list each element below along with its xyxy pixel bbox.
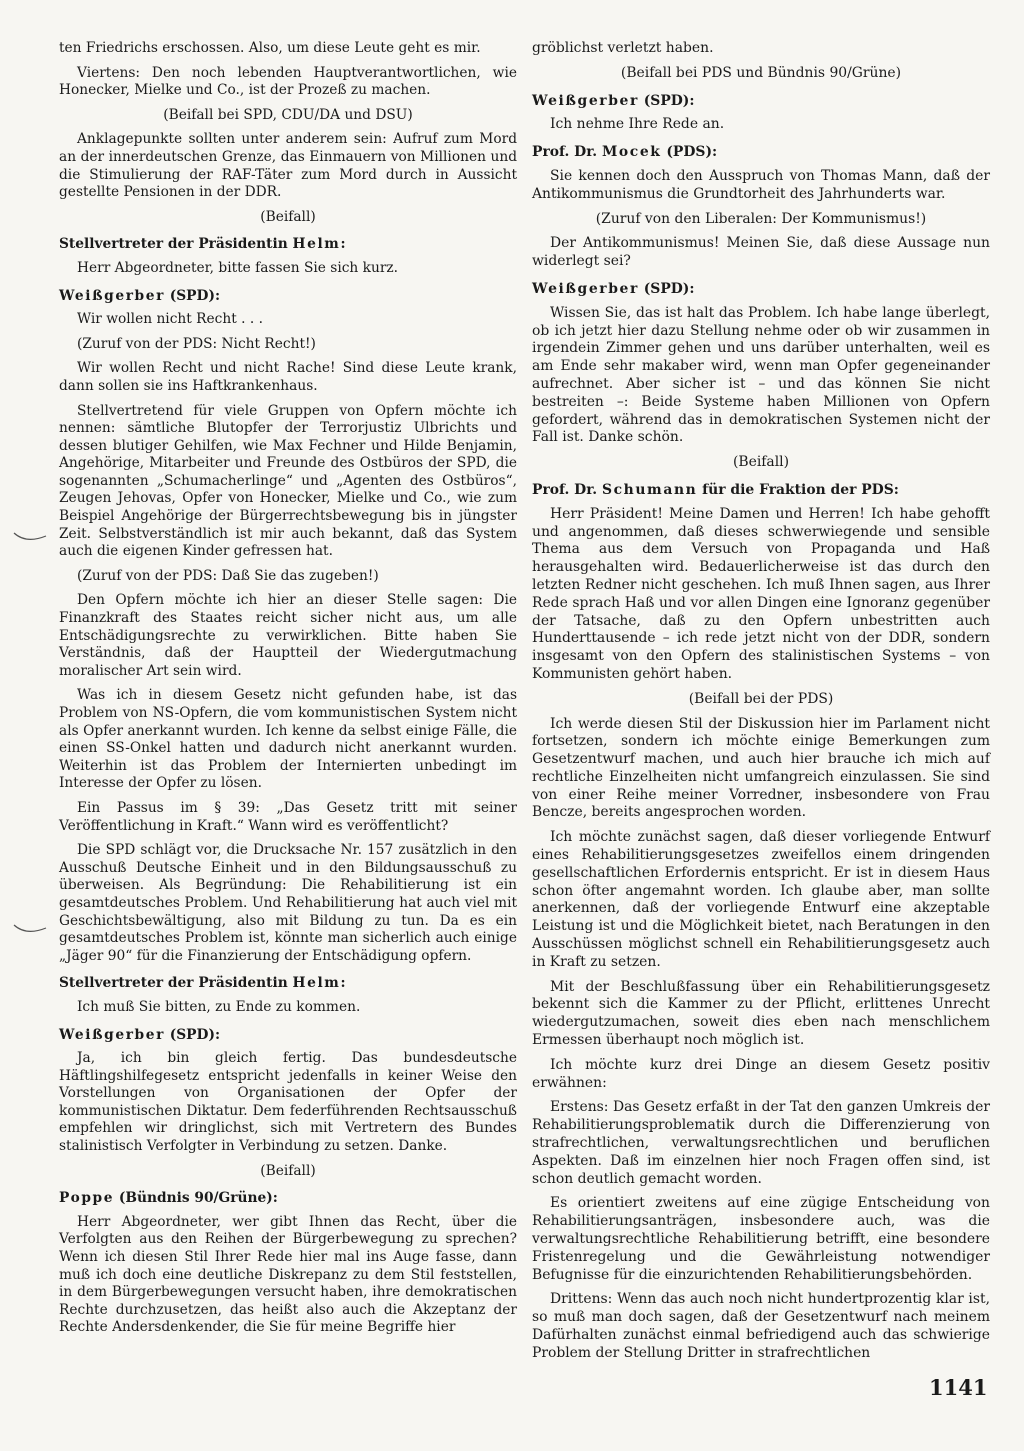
paragraph: Ich möchte zunächst sagen, daß dieser vorliegende Entwurf eines Rehabilitierungsgesetzes zweifellos einem dringenden gesellschaftlichen Erfordernis entspricht. Er ist in diesem Haus schon öfter angemahnt worden. Ich glaube aber, man sollte anerkennen, daß der vorliegende Entwurf eine akzeptable Leistung ist und die Möglichkeit bietet, nach Beratungen in den Ausschüssen möglichst schnell ein Rehabilitierungsgesetz auch in Kraft zu setzen. — [532, 829, 990, 970]
paragraph: Herr Präsident! Meine Damen und Herren! Ich habe gehofft und angenommen, daß dieses schwerwiegende und sensible Thema aus dem Versuch von Propaganda und Haß herausgehalten wird. Bedauerlicherweise ist das durch den letzten Redner nicht geschehen. Ich muß Ihnen sagen, aus Ihrer Rede sprach Haß und vor allen Dingen eine Ignoranz gegenüber der Tatsache, daß zu den Opfern unbestritten auch Hunderttausende – ich rede jetzt nicht von der DDR, sondern insgesamt von den Opfern des stalinistischen Systems – von Kommunisten gehört haben. — [532, 505, 990, 682]
paragraph: Ich werde diesen Stil der Diskussion hier im Parlament nicht fortsetzen, sondern ich möchte einige Bemerkungen zum Gesetzentwurf machen, und auch hier brauche ich mich auf rechtliche Einzelheiten nicht umfangreich einzulassen. Sie sind von einer Reihe meiner Vorredner, insbesondere von Frau Bencze, bereits angesprochen worden. — [532, 715, 990, 821]
paragraph: Es orientiert zweitens auf eine zügige Entscheidung von Rehabilitierungsanträgen, insbesondere auch, was die verwaltungsrechtliche Rehabilitierung betrifft, eine besondere Fristenregelung und die Gewährleistung notwendiger Befugnisse für die einzurichtenden Rehabilitierungsbehörden. — [532, 1195, 990, 1283]
applause-note: (Beifall) — [260, 208, 316, 225]
paragraph: Wissen Sie, das ist halt das Problem. Ich habe lange überlegt, ob ich jetzt hier dazu Stellung nehme oder ob wir zusammen in irgendein Zimmer gehen und uns darüber unterhalten, weil es am Ende sehr makaber wird, wenn man Opfer gegeneinander aufrechnet. Aber sicher ist – und das können Sie nicht bestreiten –: Beide Systeme haben Millionen von Opfern gefordert, während das in demokratischen Systemen nicht der Fall ist. Danke schön. — [532, 304, 990, 446]
speaker-suffix: für die Fraktion der PDS: — [697, 481, 899, 498]
paragraph: Ja, ich bin gleich fertig. Das bundesdeutsche Häftlingshilfegesetz entspricht jedenfalls in keiner Weise den Vorstellungen von Organisationen der Opfer der kommunistischen Diktatur. Dem federführenden Rechtsausschuß empfehlen wir dringlichst, sich mit Vertretern des Bundes stalinistisch Verfolgter in Verbindung zu setzen. Danke. — [59, 1050, 517, 1155]
paragraph: Mit der Beschlußfassung über ein Rehabilitierungsgesetz bekennt sich die Kammer zu der Pflicht, erlittenes Unrecht wiedergutzumachen, soweit dies eben nach menschlichem Ermessen überhaupt noch möglich ist. — [532, 978, 990, 1049]
paragraph-continuation: ten Friedrichs erschossen. Also, um diese Leute geht es mir. — [59, 40, 481, 56]
applause-note: (Zuruf von den Liberalen: Der Kommunismus!) — [595, 210, 927, 227]
paragraph: Wir wollen Recht und nicht Rache! Sind diese Leute krank, dann sollen sie ins Haftkrankenhaus. — [59, 360, 517, 394]
speaker-heading — [59, 288, 517, 306]
paragraph: Herr Abgeordneter, bitte fassen Sie sich kurz. — [77, 259, 399, 276]
margin-mark — [12, 530, 48, 544]
paragraph: Ich muß Sie bitten, zu Ende zu kommen. — [77, 998, 361, 1015]
speaker-prefix: Prof. Dr. — [532, 144, 602, 161]
speaker-heading — [59, 236, 517, 254]
paragraph: Was ich in diesem Gesetz nicht gefunden habe, ist das Problem von NS-Opfern, die vom kommunistischen System nicht als Opfer anerkannt wurden. Ich kenne da selbst einige Fälle, die einen SS-Onkel hatten und dadurch nicht anerkannt wurden. Weiterhin ist das Problem der Internierten unbedingt im Interesse der Opfer zu lösen. — [59, 687, 517, 792]
speaker-name: Poppe — [59, 1190, 115, 1207]
margin-mark — [12, 922, 48, 936]
speaker-suffix: (PDS): — [661, 144, 718, 161]
speaker-name: Schumann — [601, 481, 698, 498]
paragraph: Ich nehme Ihre Rede an. — [550, 116, 725, 133]
applause-note: (Beifall bei PDS und Bündnis 90/Grüne) — [620, 64, 902, 81]
speaker-prefix: Stellvertreter der Präsidentin — [59, 975, 293, 992]
paragraph: Erstens: Das Gesetz erfaßt in der Tat den ganzen Umkreis der Rehabilitierungsproblematik durch die Differenzierung von strafrechtlichen, verwaltungsrechtlichen und beruflichen Aspekten. Daß im einzelnen hier noch Fragen offen sind, ist schon deutlich gemacht worden. — [532, 1099, 990, 1187]
right-column — [532, 40, 990, 1370]
speaker-suffix: : — [340, 236, 346, 253]
speaker-name: Weißgerber — [59, 287, 165, 304]
speaker-prefix: Stellvertreter der Präsidentin — [59, 236, 293, 253]
paragraph: Viertens: Den noch lebenden Hauptverantwortlichen, wie Honecker, Mielke und Co., ist der Prozeß zu machen. — [59, 64, 517, 99]
paragraph-continuation: gröblichst verletzt haben. — [532, 40, 714, 56]
paragraph: (Zuruf von der PDS: Nicht Recht!) — [77, 335, 316, 352]
paragraph: Sie kennen doch den Ausspruch von Thomas Mann, daß der Antikommunismus die Grundtorheit des Jahrhunderts war. — [532, 167, 990, 202]
applause-note: (Beifall bei SPD, CDU/DA und DSU) — [163, 106, 413, 123]
page-number: 1141 — [929, 1375, 988, 1400]
paragraph: Wir wollen nicht Recht . . . — [77, 311, 263, 328]
speaker-suffix: (SPD): — [164, 287, 221, 304]
paragraph: Drittens: Wenn das auch noch nicht hundertprozentig klar ist, so muß man doch sagen, daß der Gesetzentwurf nach meinem Dafürhalten zunächst einmal befriedigend auch das schwierige Problem der Stellung Dritter in strafrechtlichen — [532, 1291, 990, 1361]
paragraph: Der Antikommunismus! Meinen Sie, daß diese Aussage nun widerlegt sei? — [532, 235, 990, 270]
speaker-suffix: (Bündnis 90/Grüne): — [114, 1190, 278, 1207]
paragraph: Herr Abgeordneter, wer gibt Ihnen das Recht, über die Verfolgten aus den Reihen der Bürgerbewegung zu sprechen? Wenn ich diesen Stil Ihrer Rede hier mal ins Auge fasse, dann muß ich doch eine deutliche Diskrepanz zu dem Stil feststellen, in dem Bürgerbewegungen versucht haben, ihre demokratischen Rechte durchzusetzen, das heißt also auch die Akzeptanz der Rechte Andersdenkender, die Sie für meine Begriffe hier — [59, 1213, 517, 1336]
speaker-heading — [532, 281, 990, 299]
speaker-heading — [532, 93, 990, 111]
speaker-name: Weißgerber — [532, 280, 639, 297]
speaker-suffix: : — [340, 975, 346, 992]
paragraph: Anklagepunkte sollten unter anderem sein: Aufruf zum Mord an der innerdeutschen Grenze, das Einmauern von Millionen und die Stimulierung der RAF-Täter zum Mord durch in Aussicht gestellte Pensionen in der DDR. — [59, 131, 517, 201]
applause-note: (Beifall) — [732, 454, 790, 471]
paragraph: Ich möchte kurz drei Dinge an diesem Gesetz positiv erwähnen: — [532, 1056, 990, 1091]
left-column — [59, 40, 517, 1344]
speaker-prefix: Prof. Dr. — [532, 481, 602, 498]
speaker-suffix: (SPD): — [164, 1026, 221, 1043]
paragraph: Stellvertretend für viele Gruppen von Opfern möchte ich nennen: sämtliche Blutopfer der Terrorjustiz Ulbrichts und dessen blutiger Gehilfen, wie Max Fechner und Hilde Benjamin, Angehörige, Mitarbeiter und Freunde des Ostbüros der SPD, die sogenannten „Schumacherlinge“ und „Agenten des Ostbüros“, Zeugen Jehovas, Opfer von Honecker, Mielke und Co., wie zum Beispiel Angehörige der Bürgerrechtsbewegung bis in jüngster Zeit. Selbstverständlich ist mir auch bekannt, daß das System auch die eigenen Kinder gefressen hat. — [59, 402, 517, 560]
speaker-suffix: (SPD): — [638, 92, 695, 109]
paragraph: (Zuruf von der PDS: Daß Sie das zugeben!) — [77, 567, 379, 584]
speaker-name: Weißgerber — [59, 1026, 165, 1043]
applause-note: (Beifall bei der PDS) — [688, 690, 834, 707]
speaker-name: Helm — [292, 975, 341, 992]
speaker-heading — [59, 975, 517, 993]
paragraph: Ein Passus im § 39: „Das Gesetz tritt mit seiner Veröffentlichung in Kraft.“ Wann wird es veröffentlicht? — [59, 799, 517, 834]
speaker-heading — [59, 1190, 517, 1208]
speaker-heading — [532, 144, 990, 162]
applause-note: (Beifall) — [260, 1162, 316, 1179]
speaker-heading — [59, 1027, 517, 1045]
speaker-name: Helm — [292, 236, 341, 253]
paragraph: Den Opfern möchte ich hier an dieser Stelle sagen: Die Finanzkraft des Staates reicht sicher nicht aus, um alle Entschädigungsrechte zu verwirklichen. Bitte haben Sie Verständnis, daß der Hauptteil der Wiedergutmachung moralischer Art sein wird. — [59, 592, 517, 679]
speaker-name: Weißgerber — [532, 92, 639, 109]
speaker-name: Mocek — [601, 144, 662, 161]
speaker-heading — [532, 482, 990, 500]
paragraph: Die SPD schlägt vor, die Drucksache Nr. 157 zusätzlich in den Ausschuß Deutsche Einheit und in den Bildungsausschuß zu überweisen. Als Begründung: Die Rehabilitierung ist ein gesamtdeutsches Problem. Und Rehabilitierung hat auch viel mit Geschichtsbewältigung, also mit Bildung zu tun. Da es ein gesamtdeutsches Problem ist, könnte man sicherlich auch einige „Jäger 90“ für die Finanzierung der Entschädigung opfern. — [59, 842, 517, 964]
speaker-suffix: (SPD): — [638, 280, 695, 297]
